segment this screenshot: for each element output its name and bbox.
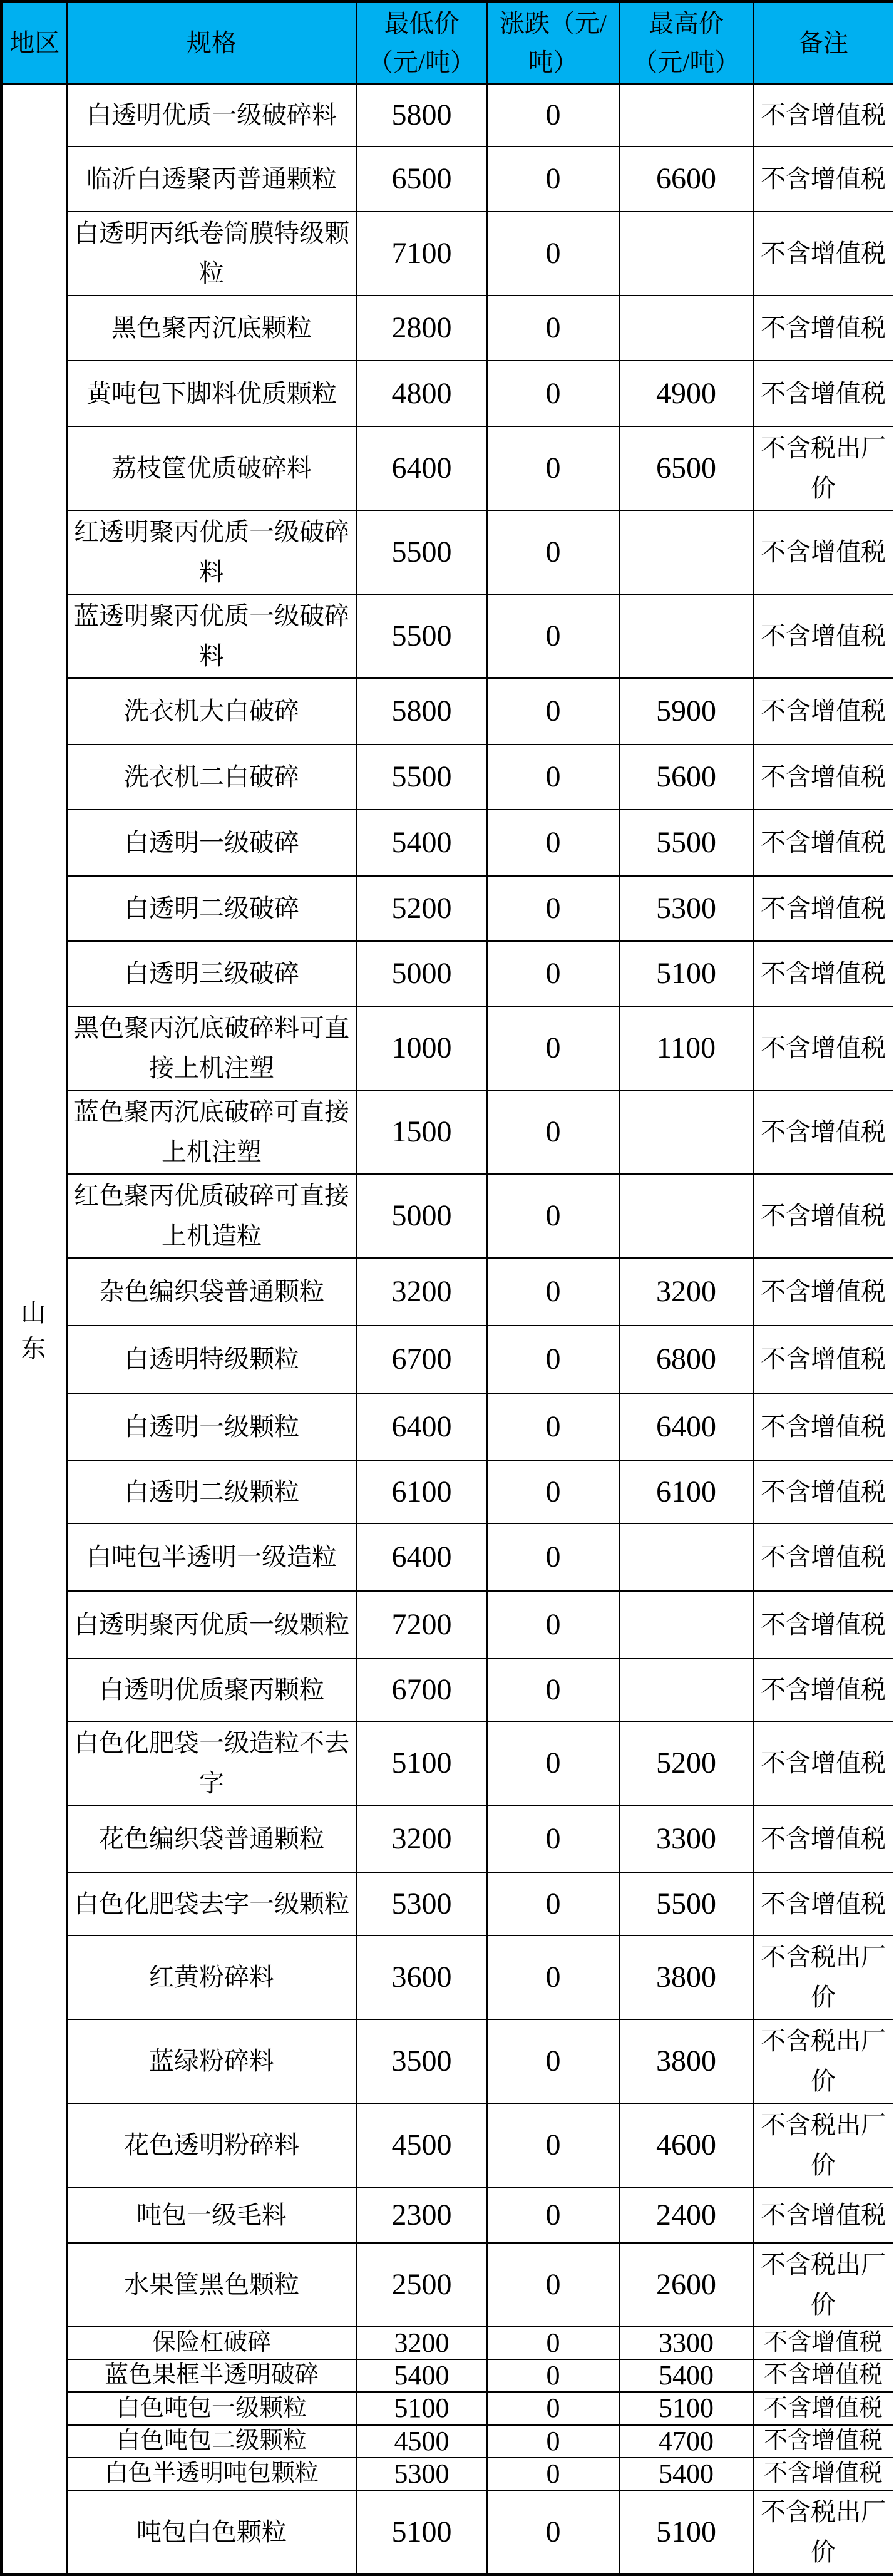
table-row: [2, 147, 893, 212]
max-price-cell: 3200: [620, 1258, 753, 1326]
table-row: [2, 212, 893, 296]
min-price-cell: 5800: [357, 84, 487, 147]
change-cell: 0: [487, 1258, 620, 1326]
table-row: [2, 1591, 893, 1659]
table-row: [2, 1393, 893, 1461]
min-price-cell: 5100: [357, 1721, 487, 1805]
table-row: [2, 510, 893, 594]
note-cell: 不含增值税: [753, 941, 893, 1006]
note-cell: 不含增值税: [753, 1721, 893, 1805]
spec-cell: 黑色聚丙沉底破碎料可直接上机注塑: [67, 1006, 357, 1090]
spec-cell: 红色聚丙优质破碎可直接上机造粒: [67, 1174, 357, 1258]
spec-cell: 黑色聚丙沉底颗粒: [67, 296, 357, 361]
note-cell: 不含税出厂价: [753, 2103, 893, 2187]
spec-cell: 红透明聚丙优质一级破碎料: [67, 510, 357, 594]
spec-cell: 红黄粉碎料: [67, 1935, 357, 2019]
min-price-cell: 3500: [357, 2019, 487, 2103]
table-row: [2, 361, 893, 426]
spec-cell: 水果筐黑色颗粒: [67, 2243, 357, 2327]
spec-cell: 白吨包半透明一级造粒: [67, 1523, 357, 1591]
change-cell: 0: [487, 744, 620, 810]
max-price-cell: 3800: [620, 1935, 753, 2019]
min-price-cell: 5500: [357, 510, 487, 594]
change-cell: 0: [487, 810, 620, 876]
region-cell: 山东: [2, 84, 67, 2575]
max-price-cell: 3300: [620, 1805, 753, 1873]
note-cell: 不含增值税: [753, 744, 893, 810]
max-price-cell: [620, 1090, 753, 1174]
table-row: [2, 678, 893, 744]
min-price-cell: 5000: [357, 941, 487, 1006]
max-price-cell: [620, 1591, 753, 1659]
table-row: [2, 1090, 893, 1174]
spec-cell: 白透明丙纸卷筒膜特级颗粒: [67, 212, 357, 296]
change-cell: 0: [487, 296, 620, 361]
change-cell: 0: [487, 1090, 620, 1174]
note-cell: 不含增值税: [753, 1326, 893, 1393]
table-row: [2, 1461, 893, 1523]
note-cell: 不含税出厂价: [753, 2490, 893, 2575]
min-price-cell: 6100: [357, 1461, 487, 1523]
change-cell: 0: [487, 510, 620, 594]
note-cell: 不含增值税: [753, 876, 893, 941]
spec-cell: 杂色编织袋普通颗粒: [67, 1258, 357, 1326]
max-price-cell: 5400: [620, 2458, 753, 2490]
table-row: [2, 296, 893, 361]
spec-cell: 荔枝筐优质破碎料: [67, 426, 357, 510]
change-cell: 0: [487, 1873, 620, 1935]
table-row: [2, 1258, 893, 1326]
min-price-cell: 6400: [357, 1523, 487, 1591]
max-price-cell: 5400: [620, 2359, 753, 2392]
table-row: [2, 2490, 893, 2575]
spec-cell: 白透明三级破碎: [67, 941, 357, 1006]
spec-cell: 白色吨包一级颗粒: [67, 2392, 357, 2424]
change-cell: 0: [487, 2103, 620, 2187]
note-cell: 不含增值税: [753, 1805, 893, 1873]
max-price-cell: 5500: [620, 1873, 753, 1935]
min-price-cell: 6400: [357, 426, 487, 510]
max-price-cell: [620, 1174, 753, 1258]
max-price-cell: 6600: [620, 147, 753, 212]
min-price-cell: 5200: [357, 876, 487, 941]
max-price-cell: 4700: [620, 2425, 753, 2458]
min-price-cell: 5100: [357, 2392, 487, 2424]
note-cell: 不含增值税: [753, 678, 893, 744]
change-cell: 0: [487, 1805, 620, 1873]
min-price-cell: 2500: [357, 2243, 487, 2327]
note-cell: 不含增值税: [753, 2425, 893, 2458]
change-cell: 0: [487, 2187, 620, 2243]
table-row: [2, 810, 893, 876]
min-price-cell: 4500: [357, 2425, 487, 2458]
table-row: [2, 876, 893, 941]
table-row: [2, 1721, 893, 1805]
table-row: [2, 1523, 893, 1591]
header-spec: 规格: [67, 2, 357, 85]
table-body: [2, 84, 893, 2575]
change-cell: 0: [487, 84, 620, 147]
min-price-cell: 7200: [357, 1591, 487, 1659]
note-cell: 不含增值税: [753, 1461, 893, 1523]
header-note: 备注: [753, 2, 893, 85]
header-change: 涨跌（元/吨）: [487, 2, 620, 85]
table-row: [2, 744, 893, 810]
max-price-cell: 5100: [620, 2392, 753, 2424]
note-cell: 不含税出厂价: [753, 2243, 893, 2327]
min-price-cell: 6700: [357, 1659, 487, 1721]
min-price-cell: 2300: [357, 2187, 487, 2243]
change-cell: 0: [487, 2425, 620, 2458]
min-price-cell: 5500: [357, 744, 487, 810]
table-row: [2, 1873, 893, 1935]
spec-cell: 洗衣机大白破碎: [67, 678, 357, 744]
min-price-cell: 5100: [357, 2490, 487, 2575]
max-price-cell: [620, 212, 753, 296]
min-price-cell: 6400: [357, 1393, 487, 1461]
spec-cell: 蓝色聚丙沉底破碎可直接上机注塑: [67, 1090, 357, 1174]
change-cell: 0: [487, 1935, 620, 2019]
max-price-cell: 5300: [620, 876, 753, 941]
table-row: [2, 1326, 893, 1393]
change-cell: 0: [487, 2458, 620, 2490]
spec-cell: 白色吨包二级颗粒: [67, 2425, 357, 2458]
table-row: [2, 2458, 893, 2490]
change-cell: 0: [487, 594, 620, 678]
change-cell: 0: [487, 2359, 620, 2392]
table-row: [2, 2243, 893, 2327]
min-price-cell: 2800: [357, 296, 487, 361]
max-price-cell: 2400: [620, 2187, 753, 2243]
spec-cell: 白透明优质聚丙颗粒: [67, 1659, 357, 1721]
table-row: [2, 1659, 893, 1721]
change-cell: 0: [487, 212, 620, 296]
max-price-cell: 6800: [620, 1326, 753, 1393]
max-price-cell: 6500: [620, 426, 753, 510]
min-price-cell: 4800: [357, 361, 487, 426]
change-cell: 0: [487, 2019, 620, 2103]
spec-cell: 临沂白透聚丙普通颗粒: [67, 147, 357, 212]
note-cell: 不含增值税: [753, 84, 893, 147]
max-price-cell: 5100: [620, 2490, 753, 2575]
max-price-cell: 3800: [620, 2019, 753, 2103]
max-price-cell: 4900: [620, 361, 753, 426]
header-region: 地区: [2, 2, 67, 85]
spec-cell: 洗衣机二白破碎: [67, 744, 357, 810]
header-min-price: 最低价（元/吨）: [357, 2, 487, 85]
max-price-cell: 5500: [620, 810, 753, 876]
spec-cell: 蓝色果框半透明破碎: [67, 2359, 357, 2392]
spec-cell: 白透明聚丙优质一级颗粒: [67, 1591, 357, 1659]
table-row: [2, 2359, 893, 2392]
min-price-cell: 5000: [357, 1174, 487, 1258]
min-price-cell: 5400: [357, 810, 487, 876]
spec-cell: 吨包白色颗粒: [67, 2490, 357, 2575]
max-price-cell: 6100: [620, 1461, 753, 1523]
spec-cell: 白色半透明吨包颗粒: [67, 2458, 357, 2490]
table-row: [2, 1174, 893, 1258]
note-cell: 不含增值税: [753, 810, 893, 876]
table-row: [2, 1006, 893, 1090]
min-price-cell: 6700: [357, 1326, 487, 1393]
change-cell: 0: [487, 2392, 620, 2424]
max-price-cell: [620, 1523, 753, 1591]
spec-cell: 白透明一级破碎: [67, 810, 357, 876]
header-max-price: 最高价（元/吨）: [620, 2, 753, 85]
note-cell: 不含税出厂价: [753, 426, 893, 510]
max-price-cell: 5600: [620, 744, 753, 810]
spec-cell: 白色化肥袋去字一级颗粒: [67, 1873, 357, 1935]
table-row: [2, 2425, 893, 2458]
spec-cell: 白透明二级颗粒: [67, 1461, 357, 1523]
note-cell: 不含增值税: [753, 1258, 893, 1326]
spec-cell: 保险杠破碎: [67, 2327, 357, 2359]
spec-cell: 花色透明粉碎料: [67, 2103, 357, 2187]
spec-cell: 白透明特级颗粒: [67, 1326, 357, 1393]
table-row: [2, 1935, 893, 2019]
note-cell: 不含增值税: [753, 1591, 893, 1659]
max-price-cell: [620, 84, 753, 147]
change-cell: 0: [487, 1461, 620, 1523]
spec-cell: 白透明二级破碎: [67, 876, 357, 941]
max-price-cell: 5200: [620, 1721, 753, 1805]
change-cell: 0: [487, 2490, 620, 2575]
spec-cell: 白透明一级颗粒: [67, 1393, 357, 1461]
change-cell: 0: [487, 426, 620, 510]
note-cell: 不含增值税: [753, 1393, 893, 1461]
min-price-cell: 3200: [357, 1805, 487, 1873]
spec-cell: 吨包一级毛料: [67, 2187, 357, 2243]
note-cell: 不含增值税: [753, 2187, 893, 2243]
max-price-cell: 6400: [620, 1393, 753, 1461]
table-row: [2, 426, 893, 510]
note-cell: 不含增值税: [753, 2327, 893, 2359]
note-cell: 不含增值税: [753, 1659, 893, 1721]
min-price-cell: 7100: [357, 212, 487, 296]
note-cell: 不含税出厂价: [753, 1935, 893, 2019]
note-cell: 不含增值税: [753, 594, 893, 678]
note-cell: 不含增值税: [753, 147, 893, 212]
table-row: [2, 594, 893, 678]
min-price-cell: 1500: [357, 1090, 487, 1174]
change-cell: 0: [487, 1659, 620, 1721]
max-price-cell: 5900: [620, 678, 753, 744]
spec-cell: 花色编织袋普通颗粒: [67, 1805, 357, 1873]
table-row: [2, 2103, 893, 2187]
min-price-cell: 5300: [357, 2458, 487, 2490]
table-row: [2, 1805, 893, 1873]
note-cell: 不含增值税: [753, 2392, 893, 2424]
max-price-cell: [620, 594, 753, 678]
spec-cell: 黄吨包下脚料优质颗粒: [67, 361, 357, 426]
change-cell: 0: [487, 1174, 620, 1258]
change-cell: 0: [487, 361, 620, 426]
change-cell: 0: [487, 2243, 620, 2327]
min-price-cell: 4500: [357, 2103, 487, 2187]
max-price-cell: [620, 1659, 753, 1721]
max-price-cell: 5100: [620, 941, 753, 1006]
change-cell: 0: [487, 1393, 620, 1461]
table-header: [2, 2, 893, 85]
max-price-cell: [620, 296, 753, 361]
note-cell: 不含增值税: [753, 1006, 893, 1090]
min-price-cell: 3200: [357, 2327, 487, 2359]
min-price-cell: 5400: [357, 2359, 487, 2392]
note-cell: 不含税出厂价: [753, 2019, 893, 2103]
note-cell: 不含增值税: [753, 1873, 893, 1935]
max-price-cell: 4600: [620, 2103, 753, 2187]
table-row: [2, 2187, 893, 2243]
change-cell: 0: [487, 1006, 620, 1090]
min-price-cell: 5500: [357, 594, 487, 678]
max-price-cell: [620, 510, 753, 594]
note-cell: 不含增值税: [753, 510, 893, 594]
note-cell: 不含增值税: [753, 2458, 893, 2490]
note-cell: 不含增值税: [753, 1174, 893, 1258]
max-price-cell: 2600: [620, 2243, 753, 2327]
spec-cell: 白色化肥袋一级造粒不去字: [67, 1721, 357, 1805]
table-row: [2, 2327, 893, 2359]
note-cell: 不含增值税: [753, 2359, 893, 2392]
note-cell: 不含增值税: [753, 212, 893, 296]
min-price-cell: 5300: [357, 1873, 487, 1935]
note-cell: 不含增值税: [753, 296, 893, 361]
note-cell: 不含增值税: [753, 361, 893, 426]
min-price-cell: 6500: [357, 147, 487, 212]
max-price-cell: 3300: [620, 2327, 753, 2359]
note-cell: 不含增值税: [753, 1090, 893, 1174]
max-price-cell: 1100: [620, 1006, 753, 1090]
table-row: [2, 2019, 893, 2103]
table-row: [2, 84, 893, 147]
spec-cell: 白透明优质一级破碎料: [67, 84, 357, 147]
min-price-cell: 3600: [357, 1935, 487, 2019]
change-cell: 0: [487, 1523, 620, 1591]
change-cell: 0: [487, 1326, 620, 1393]
change-cell: 0: [487, 147, 620, 212]
change-cell: 0: [487, 1591, 620, 1659]
spec-cell: 蓝绿粉碎料: [67, 2019, 357, 2103]
note-cell: 不含增值税: [753, 1523, 893, 1591]
spec-cell: 蓝透明聚丙优质一级破碎料: [67, 594, 357, 678]
table-row: [2, 941, 893, 1006]
change-cell: 0: [487, 2327, 620, 2359]
change-cell: 0: [487, 678, 620, 744]
header-row: [2, 2, 893, 85]
table-row: [2, 2392, 893, 2424]
min-price-cell: 5800: [357, 678, 487, 744]
min-price-cell: 3200: [357, 1258, 487, 1326]
change-cell: 0: [487, 1721, 620, 1805]
change-cell: 0: [487, 941, 620, 1006]
change-cell: 0: [487, 876, 620, 941]
min-price-cell: 1000: [357, 1006, 487, 1090]
